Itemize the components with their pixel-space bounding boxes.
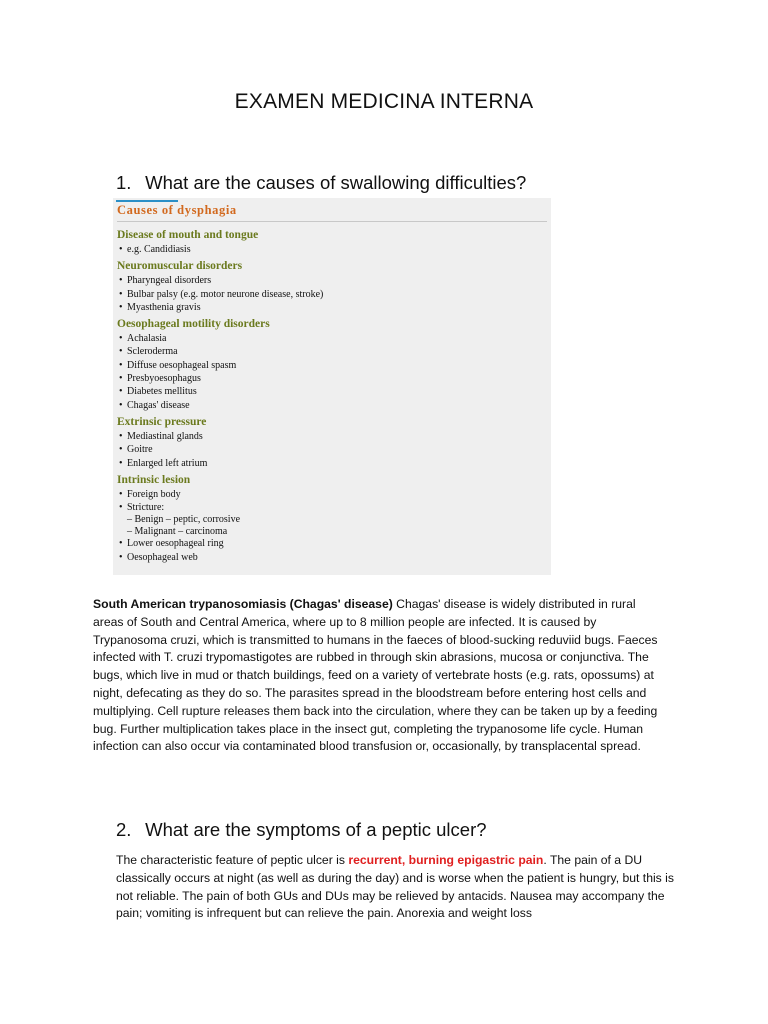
cause-item [117,332,551,345]
cause-item-text: Enlarged left atrium [127,457,208,469]
question-text: What are the causes of swallowing difficulties? [145,172,527,193]
cause-item-text: Scleroderma [127,346,178,358]
figure-title: Causes of dysphagia [117,203,237,217]
cause-item [117,385,551,398]
cause-item [117,274,551,287]
bullet-icon: • [119,333,123,345]
bullet-icon: • [119,457,123,469]
bullet-icon: • [119,275,123,287]
cause-item [117,301,551,314]
cause-item-text: Diabetes mellitus [127,386,197,398]
cause-item-text: Foreign body [127,488,181,500]
chagas-lead: South American trypanosomiasis (Chagas' disease) [93,597,393,611]
cause-item [117,488,551,501]
cause-item-text: Goitre [127,444,153,456]
cause-item-text: Achalasia [127,333,167,345]
cause-section [117,259,551,314]
bullet-icon: • [119,538,123,550]
cause-item-text: Diffuse oesophageal spasm [127,359,237,371]
cause-item [117,443,551,456]
bullet-icon: • [119,399,123,411]
cause-item-text: Presbyoesophagus [127,373,201,385]
peptic-ulcer-paragraph [116,852,676,923]
cause-item-text: Chagas' disease [127,399,190,411]
bullet-icon: • [119,502,123,514]
cause-item-text: Bulbar palsy (e.g. motor neurone disease, stroke) [127,288,324,300]
cause-subitem: – Benign – peptic, corrosive [127,514,241,526]
ulcer-text-before: The characteristic feature of peptic ulcer is [116,853,349,867]
cause-subitem: – Malignant – carcinoma [127,525,228,537]
bullet-icon: • [119,386,123,398]
bullet-icon: • [119,301,123,313]
cause-item [117,372,551,385]
ulcer-highlight: recurrent, burning epigastric pain [348,853,544,867]
cause-item-text: Stricture: [127,502,165,514]
cause-item [117,243,551,256]
cause-item [117,288,551,301]
bullet-icon: • [119,430,123,442]
cause-section [117,228,551,256]
ulcer-text-after: . The pain of a DU classically occurs at night (as well as during the day) and is worse when the patient is hungry, but this is not reliable. The pain of both GUs and DUs may be relieved by antacids. Nausea may accompany the pain; vomiting is infrequent but can relieve the pain. Anorexia and weight loss [116,853,674,921]
cause-item-text: Oesophageal web [127,551,198,563]
section-heading: Disease of mouth and tongue [117,229,259,241]
dysphagia-causes-figure [113,198,551,575]
section-heading: Neuromuscular disorders [117,260,243,273]
question-text: What are the symptoms of a peptic ulcer? [145,819,487,840]
title-divider [117,221,547,222]
question-1-heading [116,172,526,194]
cause-item [117,430,551,443]
bullet-icon: • [119,488,123,500]
question-2-heading [116,819,487,841]
section-heading: Extrinsic pressure [117,415,207,428]
bullet-icon: • [119,359,123,371]
chagas-paragraph [93,596,663,756]
chagas-body: Chagas' disease is widely distributed in rural areas of South and Central America, where up to 8 million people are infected. It is caused by Trypanosoma cruzi, which is transmitted to humans in the faeces of blood-sucking reduviid bugs. Faeces infected with T. cruzi trypomastigotes are rubbed in through skin abrasions, mucosa or conjunctiva. The bugs, which live in mud or thatch buildings, feed on a variety of vertebrate hosts (e.g. rats, opossums) at night, defecating as they do so. The parasites spread in the bloodstream before entering host cells and multiplying. Cell rupture releases them back into the circulation, where they can be taken up by a feeding bug. Further multiplication takes place in the insect gut, completing the trypanosome life cycle. Human infection can also occur via contaminated blood transfusion or, occasionally, by transplacental spread. [93,597,658,754]
bullet-icon: • [119,346,123,358]
cause-item [117,551,551,564]
bullet-icon: • [119,444,123,456]
bullet-icon: • [119,288,123,300]
question-number: 1. [116,172,132,193]
cause-section [117,317,551,412]
bullet-icon: • [119,244,123,255]
cause-item-text: Myasthenia gravis [127,301,201,313]
bullet-icon: • [119,551,123,563]
cause-section [117,473,551,564]
section-heading: Oesophageal motility disorders [117,318,270,331]
cause-sections [117,228,551,564]
cause-item [117,345,551,358]
cause-section [117,415,551,470]
bullet-icon: • [119,373,123,385]
cause-item [117,457,551,470]
cause-item-text: Pharyngeal disorders [127,275,212,287]
cause-item-text: e.g. Candidiasis [127,244,191,255]
cause-item [117,537,551,550]
cause-item-text: Lower oesophageal ring [127,538,224,550]
title-accent-bar [116,200,178,202]
section-heading: Intrinsic lesion [117,473,191,486]
cause-item [117,501,551,514]
cause-item [117,399,551,412]
cause-item [117,359,551,372]
question-number: 2. [116,819,132,840]
document-title: EXAMEN MEDICINA INTERNA [234,90,534,113]
cause-item-text: Mediastinal glands [127,430,203,442]
